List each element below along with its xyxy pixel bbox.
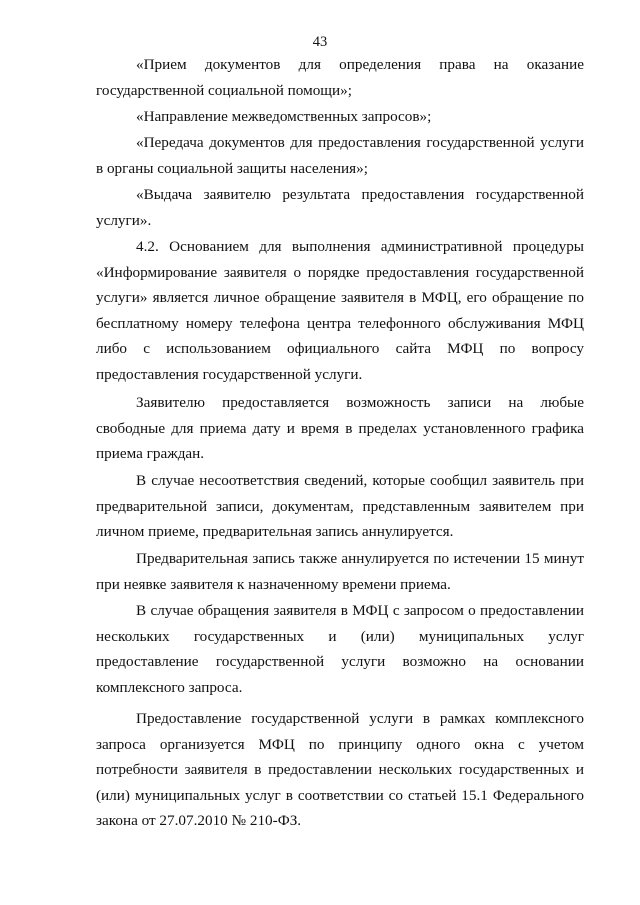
paragraph-complex-request: В случае обращения заявителя в МФЦ с запросом о предоставлении нескольких государственных и (или) муниципальных услуг предоставление государственной услуги возможно на основании комплексного запроса. <box>96 602 584 696</box>
paragraph-list-item-3: «Передача документов для предоставления государственной услуги в органы социальной защиты населения»; <box>96 134 584 177</box>
paragraph-section-4-2: 4.2. Основанием для выполнения административной процедуры «Информирование заявителя о порядке предоставления государственной услуги» является личное обращение заявителя в МФЦ, его обращение по бесплатному номеру телефона центра телефонного обслуживания МФЦ либо с использованием официального сайта МФЦ по вопросу предоставления государственной услуги. <box>96 238 584 383</box>
page-number: 43 <box>312 34 328 50</box>
paragraph-mismatch-cancellation: В случае несоответствия сведений, которые сообщил заявитель при предварительной записи, документам, представленным заявителем при личном приеме, предварительная запись аннулируется. <box>96 472 584 540</box>
paragraph-one-window-principle: Предоставление государственной услуги в рамках комплексного запроса организуется МФЦ по принципу одного окна с учетом потребности заявителя в предоставлении нескольких государственных и (или) муниципальных услуг в соответствии со статьей 15.1 Федерального закона от 27.07.2010 № 210-ФЗ. <box>96 710 584 829</box>
paragraph-list-item-1: «Прием документов для определения права на оказание государственной социальной помощи»; <box>96 56 584 99</box>
paragraph-appointment-booking: Заявителю предоставляется возможность записи на любые свободные для приема дату и время в пределах установленного графика приема граждан. <box>96 394 584 462</box>
paragraph-list-item-2: «Направление межведомственных запросов»; <box>136 108 432 125</box>
paragraph-list-item-4: «Выдача заявителю результата предоставления государственной услуги». <box>96 186 584 229</box>
paragraph-timeout-cancellation: Предварительная запись также аннулируется по истечении 15 минут при неявке заявителя к назначенному времени приема. <box>96 550 584 593</box>
